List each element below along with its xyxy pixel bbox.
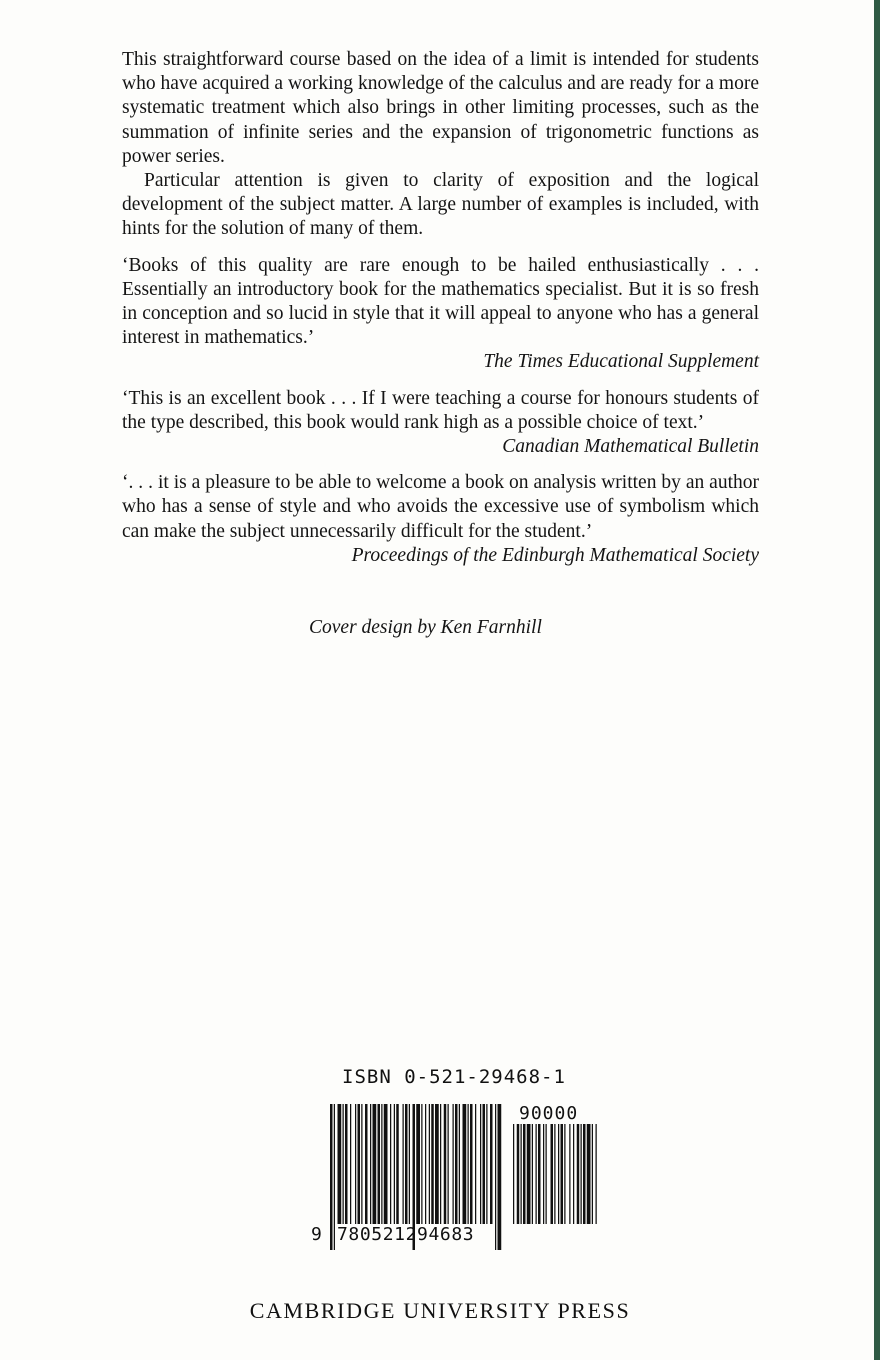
- barcode-bar: [513, 1124, 514, 1224]
- barcode-bar: [517, 1124, 520, 1224]
- barcode-bar: [429, 1104, 430, 1224]
- barcode-bar: [409, 1104, 410, 1224]
- barcode-bar: [486, 1104, 487, 1224]
- barcode-bar: [538, 1124, 541, 1224]
- barcode-bar: [577, 1124, 580, 1224]
- barcode-bar: [468, 1104, 469, 1224]
- description-paragraph: Particular attention is given to clarity of exposition and the logical development of the subject matter. A large number of examples is included, with hints for the solution of many of them.: [122, 170, 759, 240]
- barcode-bar: [381, 1104, 382, 1224]
- barcode-bar: [527, 1124, 531, 1224]
- barcode-bar: [523, 1124, 526, 1224]
- spine-edge: [874, 0, 880, 1360]
- barcode-bar: [373, 1104, 377, 1224]
- barcode-bar: [573, 1124, 574, 1224]
- barcode-bar: [561, 1124, 564, 1224]
- barcode-bar: [490, 1104, 493, 1224]
- blurb-text: [122, 48, 759, 568]
- review-quote-text: ‘This is an excellent book . . . If I were teaching a course for honours students of the type described, this book would rank high as a possible choice of text.’: [122, 387, 759, 433]
- barcode-bar: [405, 1104, 408, 1224]
- barcode-bar: [384, 1104, 388, 1224]
- barcode-bar: [551, 1124, 554, 1224]
- barcode-bar: [581, 1124, 582, 1224]
- barcode-bar: [470, 1104, 473, 1224]
- barcode-bar: [583, 1124, 586, 1224]
- barcode-bar: [330, 1104, 333, 1250]
- barcode-bar: [569, 1124, 570, 1224]
- barcode-bar: [361, 1104, 362, 1224]
- barcode-bar: [483, 1104, 486, 1224]
- barcode-bar: [358, 1104, 361, 1224]
- barcode-bar: [532, 1124, 533, 1224]
- barcode-bar: [564, 1124, 565, 1224]
- barcode-bar: [431, 1104, 434, 1224]
- barcode-bar: [498, 1104, 502, 1250]
- barcode-bar: [435, 1104, 439, 1224]
- barcode-bar: [521, 1124, 522, 1224]
- barcode-bar: [558, 1124, 559, 1224]
- review-source: Canadian Mathematical Bulletin: [502, 436, 759, 458]
- barcode-bar: [390, 1104, 391, 1224]
- barcode-bar: [536, 1124, 537, 1224]
- cover-credit: Cover design by Ken Farnhill: [309, 617, 542, 638]
- isbn-number: ISBN 0-521-29468-1: [342, 1066, 566, 1088]
- barcode-bar: [475, 1104, 476, 1224]
- barcode-bar: [403, 1104, 404, 1224]
- barcode-bar: [495, 1104, 496, 1250]
- review-source: Proceedings of the Edinburgh Mathematical Society: [351, 544, 759, 566]
- review-quote: ‘. . . it is a pleasure to be able to welcome a book on analysis written by an author who has a sense of style and who avoids the excessive use of symbolism which can make the subject unnecessarily difficult for the student.’: [122, 472, 759, 542]
- barcode-bar: [592, 1124, 593, 1224]
- barcode-bar: [587, 1124, 591, 1224]
- barcode-bar: [459, 1104, 460, 1224]
- barcode-digits: 780521294683: [337, 1224, 475, 1245]
- barcode-lead-digit: 9: [311, 1224, 322, 1245]
- barcode-bar: [421, 1104, 422, 1224]
- barcode-bar: [546, 1124, 547, 1224]
- barcode-bar: [453, 1104, 454, 1224]
- barcode-bar: [463, 1104, 467, 1224]
- barcode-bar: [365, 1104, 368, 1224]
- review-quote: [122, 387, 759, 460]
- barcode-bar: [554, 1124, 555, 1224]
- barcode-bar: [448, 1104, 449, 1224]
- barcode-bar: [596, 1124, 597, 1224]
- barcode-bar: [345, 1104, 348, 1224]
- barcode-addon-digits: 90000: [519, 1103, 579, 1124]
- description-paragraph: This straightforward course based on the idea of a limit is intended for students who have acquired a working knowledge of the calculus and are ready for a more systematic treatment which also brings in other limiting processes, such as the summation of infinite series and the expansion of trigonometric functions as power series.: [122, 49, 759, 167]
- barcode-bar: [378, 1104, 381, 1224]
- barcode-bar: [543, 1124, 544, 1224]
- barcode-bar: [416, 1104, 420, 1224]
- review-source: The Times Educational Supplement: [483, 351, 759, 373]
- barcode-bar: [394, 1104, 395, 1224]
- barcode-bar: [444, 1104, 447, 1224]
- barcode-bar: [334, 1104, 335, 1250]
- publisher-name: CAMBRIDGE UNIVERSITY PRESS: [249, 1298, 631, 1323]
- barcode-bar: [350, 1104, 351, 1224]
- barcode-bar: [343, 1104, 344, 1224]
- barcode-bar: [455, 1104, 458, 1224]
- review-quote: ‘Books of this quality are rare enough to be hailed enthusiastically . . . Essentially an introductory book for the mathematics specialist. But it is so fresh in conception and so lucid in style that it will appeal to anyone who has a general interest in mathematics.’: [122, 254, 759, 349]
- barcode-bar: [480, 1104, 481, 1224]
- barcode-bar: [425, 1104, 426, 1224]
- barcode-bar: [355, 1104, 356, 1224]
- barcode-bar: [440, 1104, 441, 1224]
- barcode-bar: [338, 1104, 342, 1224]
- barcode-bar: [396, 1104, 399, 1224]
- barcode-bar: [370, 1104, 371, 1224]
